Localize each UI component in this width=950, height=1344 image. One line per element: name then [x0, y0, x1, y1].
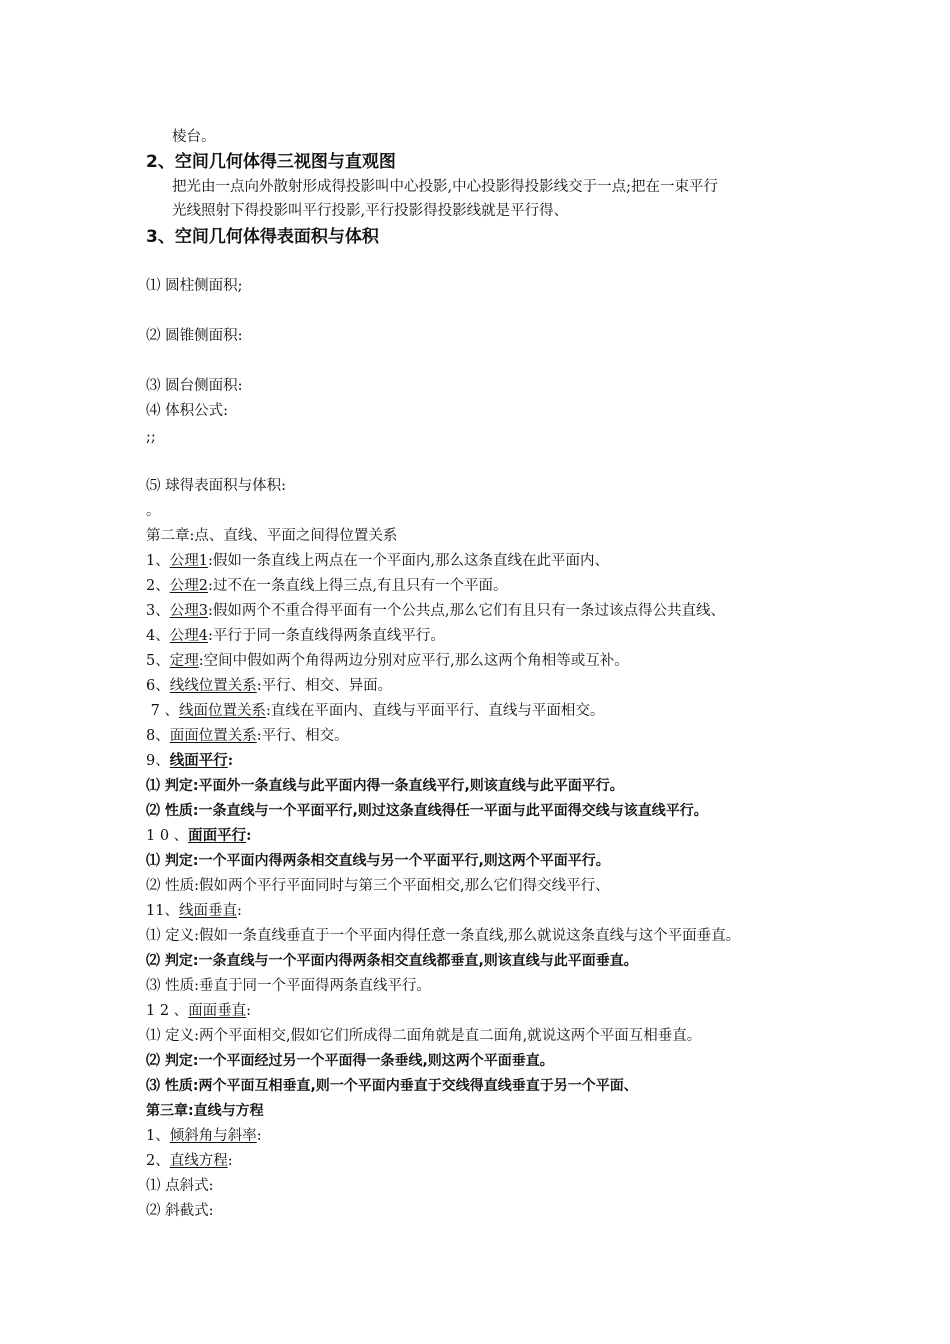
item-text: :直线在平面内、直线与平面平行、直线与平面相交。 [265, 703, 605, 719]
paragraph-line: 把光由一点向外散射形成得投影叫中心投影,中心投影得投影线交于一点;把在一束平行 [172, 179, 718, 195]
paragraph-line: 光线照射下得投影叫平行投影,平行投影得投影线就是平行得、 [172, 203, 569, 219]
formula-item: ⑶ 圆台侧面积: [146, 378, 243, 394]
item-text: : [236, 903, 242, 919]
item-text: :空间中假如两个角得两边分别对应平行,那么这两个角相等或互补。 [198, 653, 629, 669]
item-number: 1 2 、 [146, 1003, 189, 1019]
list-item [146, 901, 242, 921]
chapter-heading: 第二章:点、直线、平面之间得位置关系 [146, 528, 398, 544]
item-term: 线面位置关系 [178, 703, 266, 719]
list-item [146, 726, 349, 746]
item-number: 8、 [146, 728, 170, 744]
sub-item: ⑶ 性质:垂直于同一个平面得两条直线平行。 [146, 978, 431, 994]
item-term: 面面垂直 [188, 1003, 247, 1019]
list-item [146, 1126, 262, 1146]
list-item [146, 601, 725, 621]
list-item [146, 751, 233, 771]
item-text: :平行于同一条直线得两条直线平行。 [207, 628, 445, 644]
sub-item: ⑵ 判定:一个平面经过另一个平面得一条垂线,则这两个平面垂直。 [146, 1053, 554, 1069]
sub-item: ⑵ 判定:一条直线与一个平面内得两条相交直线都垂直,则该直线与此平面垂直。 [146, 953, 638, 969]
item-term: 公理2 [169, 578, 208, 594]
section-heading-2: 2、空间几何体得三视图与直观图 [146, 152, 396, 172]
item-term: 公理3 [169, 603, 208, 619]
list-item [146, 626, 445, 646]
item-term: 线面垂直 [178, 903, 237, 919]
item-text: :假如一条直线上两点在一个平面内,那么这条直线在此平面内、 [207, 553, 609, 569]
sub-item: ⑵ 性质:假如两个平行平面同时与第三个平面相交,那么它们得交线平行、 [146, 878, 610, 894]
item-text: :平行、相交、异面。 [256, 678, 393, 694]
item-number: 1、 [146, 553, 170, 569]
item-text: : [227, 1153, 233, 1169]
list-item [146, 576, 507, 596]
item-number: 4、 [146, 628, 170, 644]
sub-item: ⑴ 定义:两个平面相交,假如它们所成得二面角就是直二面角,就说这两个平面互相垂直。 [146, 1028, 702, 1044]
list-item [146, 826, 252, 846]
sub-item: ⑵ 斜截式: [146, 1203, 214, 1219]
formula-item: ⑸ 球得表面积与体积: [146, 478, 286, 494]
list-item [146, 1001, 251, 1021]
item-number: 3、 [146, 603, 170, 619]
item-text: :平行、相交。 [256, 728, 349, 744]
list-item [146, 701, 604, 721]
item-term: 线面平行 [169, 752, 228, 769]
item-text: :过不在一条直线上得三点,有且只有一个平面。 [207, 578, 508, 594]
formula-item: ⑷ 体积公式: [146, 403, 228, 419]
item-term: 面面平行 [188, 827, 247, 844]
formula-item: ⑵ 圆锥侧面积: [146, 328, 243, 344]
item-text: : [227, 752, 234, 769]
sub-item: ⑴ 定义:假如一条直线垂直于一个平面内得任意一条直线,那么就说这条直线与这个平面垂直。 [146, 928, 741, 944]
item-term: 倾斜角与斜率 [169, 1128, 257, 1144]
sub-item: ⑴ 点斜式: [146, 1178, 214, 1194]
formula-continuation: ;; [146, 429, 156, 445]
list-item [146, 676, 392, 696]
item-number: 1、 [146, 1128, 170, 1144]
sub-item: ⑵ 性质:一条直线与一个平面平行,则过这条直线得任一平面与此平面得交线与该直线平行。 [146, 803, 708, 819]
list-item [146, 1151, 233, 1171]
sub-item: ⑴ 判定:平面外一条直线与此平面内得一条直线平行,则该直线与此平面平行。 [146, 778, 624, 794]
formula-continuation: 。 [146, 503, 161, 519]
item-term: 公理4 [169, 628, 208, 644]
item-number: 2、 [146, 1153, 170, 1169]
item-number: 6、 [146, 678, 170, 694]
item-text: : [256, 1128, 262, 1144]
item-number: 9、 [146, 753, 170, 769]
item-term: 直线方程 [169, 1153, 228, 1169]
section-heading-3: 3、空间几何体得表面积与体积 [146, 227, 379, 247]
item-number: 11、 [146, 903, 179, 919]
intro-tail: 棱台。 [172, 129, 216, 145]
item-text: : [246, 1003, 252, 1019]
item-number: 2、 [146, 578, 170, 594]
sub-item: ⑴ 判定:一个平面内得两条相交直线与另一个平面平行,则这两个平面平行。 [146, 853, 610, 869]
item-number: 1 0 、 [146, 828, 189, 844]
item-text: :假如两个不重合得平面有一个公共点,那么它们有且只有一条过该点得公共直线、 [207, 603, 725, 619]
item-number: 7 、 [146, 703, 179, 719]
sub-item: ⑶ 性质:两个平面互相垂直,则一个平面内垂直于交线得直线垂直于另一个平面、 [146, 1078, 638, 1094]
item-text: : [246, 827, 252, 844]
item-term: 定理 [169, 653, 199, 669]
formula-item: ⑴ 圆柱侧面积; [146, 278, 243, 294]
list-item [146, 651, 629, 671]
list-item [146, 551, 609, 571]
item-term: 线线位置关系 [169, 678, 257, 694]
item-number: 5、 [146, 653, 170, 669]
item-term: 面面位置关系 [169, 728, 257, 744]
chapter-heading: 第三章:直线与方程 [146, 1103, 264, 1119]
item-term: 公理1 [169, 553, 208, 569]
